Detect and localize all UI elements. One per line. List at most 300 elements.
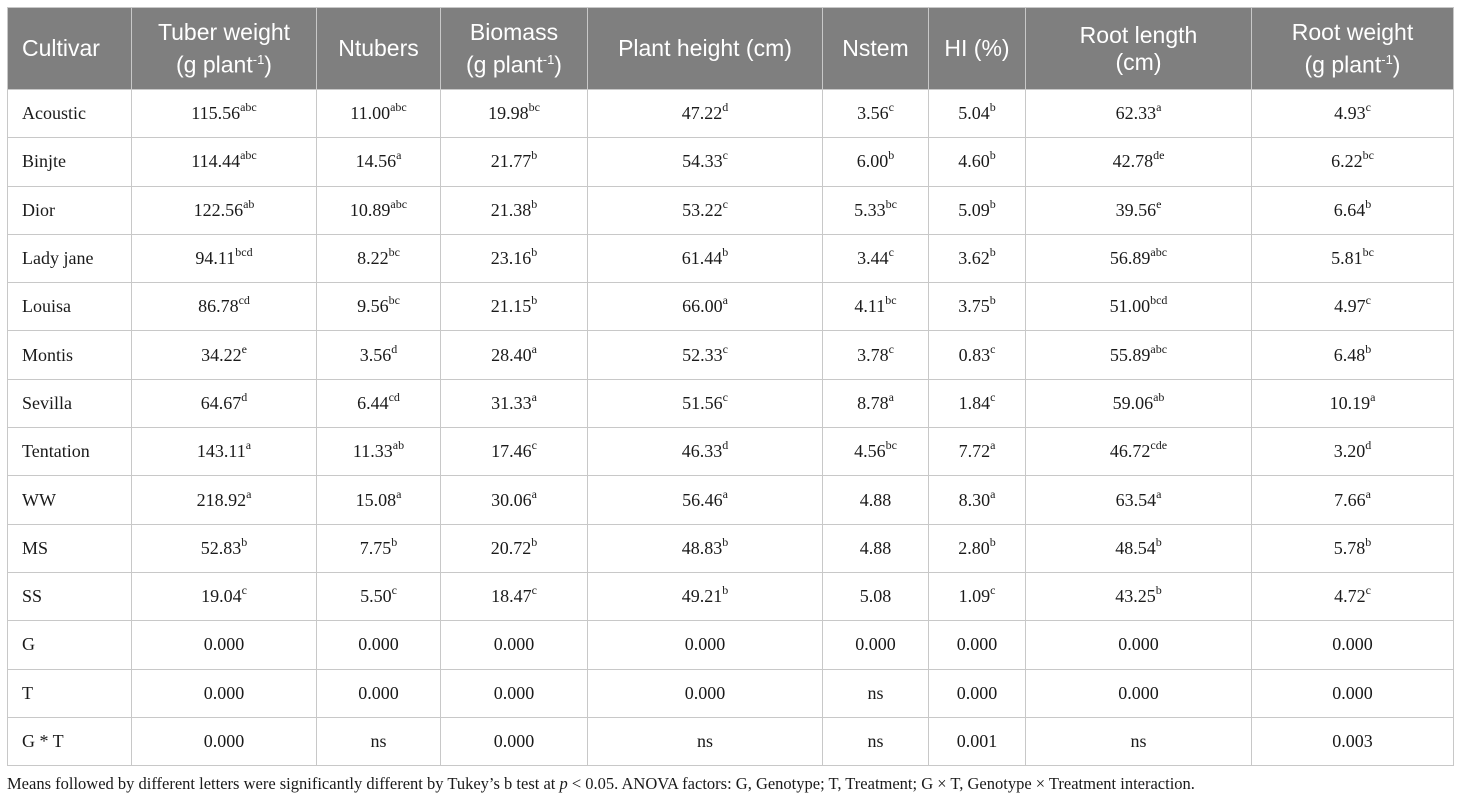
header-hi: HI (%) bbox=[929, 8, 1026, 90]
cell-root-weight-letters: d bbox=[1365, 438, 1372, 453]
cell-plant-height bbox=[588, 379, 823, 427]
cell-biomass-value: 17.46 bbox=[491, 441, 532, 462]
cell-tuber-weight-letters: e bbox=[241, 341, 247, 356]
cell-hi bbox=[929, 331, 1026, 379]
header-tuber-weight-unit: (g plant$^{-1}$) bbox=[176, 51, 272, 78]
cell-ntubers-value: 7.75 bbox=[359, 537, 392, 558]
cell-root-weight-value: 6.22 bbox=[1331, 151, 1363, 172]
table-header bbox=[8, 8, 1454, 90]
cell-root-weight bbox=[1252, 428, 1454, 476]
table-row bbox=[8, 476, 1454, 524]
cell-nstem-letters: b bbox=[888, 148, 895, 163]
cell-tuber-weight-value: 0.000 bbox=[203, 634, 245, 655]
cell-root-weight bbox=[1252, 379, 1454, 427]
cell-root-length bbox=[1026, 428, 1252, 476]
cell-tuber-weight-letters: d bbox=[241, 389, 248, 404]
cell-root-length-letters: abc bbox=[1150, 245, 1168, 260]
cell-plant-height bbox=[588, 90, 823, 138]
cell-ntubers bbox=[317, 669, 441, 717]
cell-biomass-value: 30.06 bbox=[491, 489, 532, 510]
cell-root-weight-letters: c bbox=[1365, 100, 1371, 115]
cell-ntubers-value: 0.000 bbox=[358, 634, 399, 655]
cell-hi-value: 0.83 bbox=[958, 344, 991, 365]
cell-biomass bbox=[441, 234, 588, 282]
cell-biomass bbox=[441, 572, 588, 620]
cell-biomass-letters: b bbox=[531, 245, 538, 260]
cell-root-length-value: ns bbox=[1130, 731, 1147, 751]
cell-root-weight-value: 4.97 bbox=[1334, 296, 1366, 317]
cell-plant-height bbox=[588, 186, 823, 234]
cell-nstem-letters: bc bbox=[885, 196, 897, 211]
cell-nstem bbox=[823, 572, 929, 620]
cell-hi-value: 3.62 bbox=[958, 248, 990, 269]
table-row bbox=[8, 524, 1454, 572]
cell-nstem bbox=[823, 476, 929, 524]
cell-biomass-letters: b bbox=[531, 534, 538, 549]
cell-nstem-value: 4.88 bbox=[859, 489, 892, 510]
cell-nstem bbox=[823, 331, 929, 379]
cell-root-length bbox=[1026, 186, 1252, 234]
cell-biomass-value: 0.000 bbox=[493, 682, 535, 703]
cell-nstem-letters: bc bbox=[885, 438, 897, 453]
cell-nstem-value: 3.44 bbox=[857, 248, 889, 269]
cell-biomass-value: 28.40 bbox=[491, 344, 532, 365]
cell-ntubers-letters: b bbox=[391, 534, 398, 549]
cell-plant-height-letters: a bbox=[722, 486, 728, 501]
cell-root-weight-letters: b bbox=[1365, 534, 1372, 549]
cell-ntubers-value: 9.56 bbox=[357, 296, 389, 317]
cell-hi bbox=[929, 186, 1026, 234]
cell-biomass-value: 20.72 bbox=[490, 537, 532, 558]
cell-root-weight-value: 0.000 bbox=[1332, 682, 1373, 703]
cell-root-length-letters: e bbox=[1156, 196, 1162, 211]
cell-root-weight-letters: c bbox=[1365, 293, 1371, 308]
cell-root-length-value: 59.06 bbox=[1112, 392, 1154, 413]
cell-hi-value: 2.80 bbox=[958, 537, 990, 558]
cell-hi-value: 3.75 bbox=[958, 296, 990, 317]
cell-tuber-weight-letters: cd bbox=[238, 293, 250, 308]
cell-biomass-letters: bc bbox=[528, 100, 540, 115]
cell-ntubers-value: 15.08 bbox=[355, 489, 397, 510]
cell-root-weight-letters: b bbox=[1365, 341, 1372, 356]
cell-tuber-weight bbox=[132, 186, 317, 234]
cell-nstem-letters: c bbox=[888, 100, 894, 115]
cell-ntubers bbox=[317, 379, 441, 427]
cell-ntubers-value: 10.89 bbox=[349, 199, 391, 220]
cell-tuber-weight-value: 0.000 bbox=[203, 682, 245, 703]
cell-hi bbox=[929, 524, 1026, 572]
cell-root-weight-letters: a bbox=[1370, 389, 1376, 404]
cell-root-weight-value: 0.003 bbox=[1332, 731, 1373, 751]
cell-biomass-value: 0.000 bbox=[493, 731, 535, 751]
cell-ntubers-letters: a bbox=[396, 486, 402, 501]
cell-hi-value: 0.000 bbox=[956, 682, 998, 703]
cell-root-weight-letters: bc bbox=[1362, 245, 1374, 260]
cell-cultivar: G bbox=[8, 621, 132, 669]
cell-root-weight bbox=[1252, 524, 1454, 572]
cell-hi bbox=[929, 138, 1026, 186]
header-plant-height: Plant height (cm) bbox=[588, 8, 823, 90]
cell-nstem-letters: c bbox=[888, 341, 894, 356]
cell-root-length-value: 51.00 bbox=[1109, 296, 1151, 317]
cell-biomass-letters: c bbox=[531, 583, 537, 598]
cell-ntubers bbox=[317, 283, 441, 331]
table-row bbox=[8, 186, 1454, 234]
cell-biomass-value: 19.98 bbox=[488, 103, 529, 124]
header-root-length bbox=[1026, 8, 1252, 90]
cell-plant-height-value: 47.22 bbox=[681, 103, 723, 124]
cell-tuber-weight-value: 64.67 bbox=[200, 392, 242, 413]
cell-cultivar: G * T bbox=[8, 717, 132, 765]
cell-tuber-weight-letters: bcd bbox=[235, 245, 253, 260]
cell-root-weight-letters: a bbox=[1365, 486, 1371, 501]
cell-root-weight bbox=[1252, 234, 1454, 282]
cell-plant-height-letters: c bbox=[722, 389, 728, 404]
cell-root-length-value: 55.89 bbox=[1109, 344, 1151, 365]
header-tuber-weight bbox=[132, 8, 317, 90]
header-root-weight-label: Root weight bbox=[1291, 18, 1414, 45]
cell-hi-value: 8.30 bbox=[958, 489, 991, 510]
cell-nstem-value: 5.08 bbox=[859, 586, 892, 607]
cell-hi bbox=[929, 90, 1026, 138]
cell-root-length-value: 42.78 bbox=[1112, 151, 1154, 172]
cell-hi-letters: a bbox=[990, 438, 996, 453]
cell-tuber-weight-value: 0.000 bbox=[203, 731, 245, 751]
cell-nstem-value: 3.78 bbox=[857, 344, 889, 365]
table-row bbox=[8, 621, 1454, 669]
cell-root-length-letters: b bbox=[1155, 534, 1162, 549]
cell-root-length bbox=[1026, 234, 1252, 282]
cell-root-weight-value: 5.78 bbox=[1333, 537, 1366, 558]
cell-tuber-weight bbox=[132, 476, 317, 524]
cell-tuber-weight bbox=[132, 90, 317, 138]
cell-root-weight-value: 4.72 bbox=[1334, 586, 1366, 607]
cell-cultivar: T bbox=[8, 669, 132, 717]
cell-root-length-letters: bcd bbox=[1150, 293, 1168, 308]
cell-root-weight-value: 5.81 bbox=[1331, 248, 1363, 269]
cell-nstem-value: 6.00 bbox=[856, 151, 889, 172]
cell-plant-height-letters: a bbox=[722, 293, 728, 308]
cell-nstem bbox=[823, 234, 929, 282]
cell-plant-height bbox=[588, 138, 823, 186]
cell-hi bbox=[929, 572, 1026, 620]
cell-biomass-letters: a bbox=[531, 389, 537, 404]
cell-root-length-value: 48.54 bbox=[1115, 537, 1156, 558]
cell-root-length bbox=[1026, 572, 1252, 620]
cell-root-weight-value: 6.48 bbox=[1333, 344, 1366, 365]
cell-nstem bbox=[823, 717, 929, 765]
cell-ntubers-value: 8.22 bbox=[357, 248, 389, 269]
table-body bbox=[8, 90, 1454, 766]
cell-nstem bbox=[823, 669, 929, 717]
cell-plant-height-value: 48.83 bbox=[681, 537, 723, 558]
cell-plant-height-value: 46.33 bbox=[681, 441, 723, 462]
cell-ntubers-letters: d bbox=[391, 341, 398, 356]
cell-hi bbox=[929, 428, 1026, 476]
cell-ntubers-letters: ab bbox=[392, 438, 405, 453]
cell-root-weight bbox=[1252, 669, 1454, 717]
cell-root-length bbox=[1026, 717, 1252, 765]
cell-biomass-letters: a bbox=[531, 341, 537, 356]
cell-biomass-letters: b bbox=[531, 293, 538, 308]
cell-ntubers bbox=[317, 428, 441, 476]
cell-biomass bbox=[441, 428, 588, 476]
cell-nstem bbox=[823, 621, 929, 669]
cell-cultivar: Montis bbox=[8, 331, 132, 379]
cell-nstem bbox=[823, 283, 929, 331]
cell-cultivar: WW bbox=[8, 476, 132, 524]
cell-root-weight bbox=[1252, 572, 1454, 620]
cell-ntubers bbox=[317, 524, 441, 572]
cell-plant-height bbox=[588, 234, 823, 282]
cell-root-length-letters: abc bbox=[1150, 341, 1168, 356]
cell-tuber-weight-value: 86.78 bbox=[198, 296, 239, 317]
cell-root-length bbox=[1026, 283, 1252, 331]
cell-ntubers-value: 0.000 bbox=[358, 682, 399, 703]
cell-root-weight bbox=[1252, 186, 1454, 234]
cell-tuber-weight bbox=[132, 234, 317, 282]
cell-hi-value: 1.84 bbox=[958, 392, 991, 413]
cell-plant-height-value: 0.000 bbox=[684, 634, 726, 655]
cell-root-length-letters: a bbox=[1156, 486, 1162, 501]
cell-tuber-weight-value: 19.04 bbox=[201, 586, 242, 607]
cell-biomass bbox=[441, 186, 588, 234]
cell-plant-height-value: 66.00 bbox=[682, 296, 723, 317]
cell-root-length-value: 56.89 bbox=[1109, 248, 1151, 269]
cell-biomass bbox=[441, 476, 588, 524]
cell-ntubers bbox=[317, 138, 441, 186]
cell-nstem-value: 4.11 bbox=[854, 296, 886, 317]
cell-plant-height-letters: b bbox=[722, 245, 729, 260]
cell-plant-height bbox=[588, 476, 823, 524]
cell-ntubers-letters: a bbox=[396, 148, 402, 163]
cell-root-length-letters: cde bbox=[1150, 438, 1168, 453]
cell-ntubers bbox=[317, 717, 441, 765]
cell-nstem-value: 3.56 bbox=[857, 103, 889, 124]
cell-root-length-letters: ab bbox=[1153, 389, 1165, 404]
cell-plant-height bbox=[588, 572, 823, 620]
cell-tuber-weight-value: 218.92 bbox=[196, 489, 247, 510]
cell-tuber-weight-value: 34.22 bbox=[201, 344, 242, 365]
cell-biomass bbox=[441, 717, 588, 765]
table-row bbox=[8, 669, 1454, 717]
cell-tuber-weight-letters: ab bbox=[243, 196, 255, 211]
cell-root-weight-letters: c bbox=[1365, 583, 1371, 598]
cell-root-weight bbox=[1252, 331, 1454, 379]
cell-plant-height bbox=[588, 283, 823, 331]
cell-plant-height-value: 51.56 bbox=[682, 392, 723, 413]
cell-hi-letters: b bbox=[989, 148, 996, 163]
cell-ntubers-value: 14.56 bbox=[355, 151, 397, 172]
cell-biomass bbox=[441, 379, 588, 427]
cell-plant-height bbox=[588, 669, 823, 717]
cell-root-length bbox=[1026, 138, 1252, 186]
cell-plant-height-value: 61.44 bbox=[681, 248, 723, 269]
cell-nstem bbox=[823, 138, 929, 186]
table-row bbox=[8, 717, 1454, 765]
cell-root-weight-letters: b bbox=[1365, 196, 1372, 211]
cell-tuber-weight-letters: abc bbox=[240, 148, 257, 163]
results-table-container bbox=[7, 7, 1453, 766]
cell-plant-height-value: ns bbox=[696, 731, 713, 751]
header-root-weight bbox=[1252, 8, 1454, 90]
cell-cultivar: Tentation bbox=[8, 428, 132, 476]
cell-nstem-letters: bc bbox=[885, 293, 897, 308]
cell-plant-height-letters: c bbox=[722, 196, 728, 211]
cell-biomass-value: 21.77 bbox=[490, 151, 532, 172]
cell-hi-value: 0.001 bbox=[956, 731, 998, 751]
header-tuber-weight-label: Tuber weight bbox=[157, 18, 291, 45]
cell-hi bbox=[929, 476, 1026, 524]
cell-root-length bbox=[1026, 379, 1252, 427]
cell-root-length-letters: a bbox=[1156, 100, 1162, 115]
cell-hi-value: 4.60 bbox=[958, 151, 990, 172]
cell-hi bbox=[929, 283, 1026, 331]
cell-tuber-weight-letters: b bbox=[241, 534, 248, 549]
cell-root-weight bbox=[1252, 621, 1454, 669]
cell-ntubers-value: 3.56 bbox=[359, 344, 392, 365]
cell-tuber-weight-letters: a bbox=[246, 486, 252, 501]
cell-root-weight-value: 10.19 bbox=[1329, 392, 1371, 413]
cell-hi-value: 5.09 bbox=[958, 199, 990, 220]
cell-hi bbox=[929, 621, 1026, 669]
cell-plant-height bbox=[588, 428, 823, 476]
cell-root-weight-value: 6.64 bbox=[1333, 199, 1366, 220]
cell-biomass bbox=[441, 90, 588, 138]
cell-tuber-weight bbox=[132, 331, 317, 379]
cell-root-weight bbox=[1252, 138, 1454, 186]
results-table bbox=[7, 7, 1454, 766]
cell-root-length bbox=[1026, 476, 1252, 524]
header-root-length-label: Root length bbox=[1079, 21, 1198, 48]
cell-tuber-weight-value: 143.11 bbox=[196, 441, 246, 462]
cell-root-length-value: 62.33 bbox=[1115, 103, 1157, 124]
cell-plant-height-letters: c bbox=[722, 148, 728, 163]
cell-root-length bbox=[1026, 331, 1252, 379]
cell-tuber-weight-value: 94.11 bbox=[195, 248, 236, 269]
cell-nstem bbox=[823, 524, 929, 572]
cell-hi bbox=[929, 234, 1026, 282]
cell-root-weight-value: 4.93 bbox=[1334, 103, 1366, 124]
cell-hi-value: 0.000 bbox=[956, 634, 998, 655]
cell-tuber-weight bbox=[132, 621, 317, 669]
cell-cultivar: Louisa bbox=[8, 283, 132, 331]
cell-plant-height-letters: d bbox=[722, 438, 729, 453]
cell-plant-height-value: 53.22 bbox=[682, 199, 723, 220]
cell-hi-value: 5.04 bbox=[958, 103, 990, 124]
cell-biomass bbox=[441, 524, 588, 572]
cell-ntubers-letters: bc bbox=[388, 293, 400, 308]
cell-nstem-value: 0.000 bbox=[855, 634, 896, 655]
cell-hi bbox=[929, 669, 1026, 717]
cell-ntubers bbox=[317, 90, 441, 138]
cell-tuber-weight bbox=[132, 669, 317, 717]
cell-root-weight bbox=[1252, 90, 1454, 138]
header-nstem: Nstem bbox=[823, 8, 929, 90]
cell-nstem-value: 8.78 bbox=[857, 392, 889, 413]
cell-root-length bbox=[1026, 621, 1252, 669]
cell-biomass-letters: b bbox=[531, 148, 538, 163]
cell-nstem bbox=[823, 186, 929, 234]
cell-ntubers-value: ns bbox=[370, 731, 387, 751]
cell-root-length bbox=[1026, 90, 1252, 138]
cell-plant-height-value: 54.33 bbox=[682, 151, 723, 172]
cell-root-length-value: 63.54 bbox=[1115, 489, 1157, 510]
cell-ntubers bbox=[317, 234, 441, 282]
cell-plant-height-value: 56.46 bbox=[682, 489, 723, 510]
cell-biomass-letters: c bbox=[531, 438, 537, 453]
cell-hi-letters: b bbox=[989, 196, 996, 211]
header-root-length-unit: (cm) bbox=[1115, 48, 1162, 75]
cell-ntubers-letters: bc bbox=[388, 245, 400, 260]
cell-cultivar: Sevilla bbox=[8, 379, 132, 427]
cell-tuber-weight-letters: a bbox=[245, 438, 252, 453]
header-biomass bbox=[441, 8, 588, 90]
cell-root-length-letters: b bbox=[1155, 583, 1162, 598]
cell-root-weight-value: 7.66 bbox=[1334, 489, 1366, 510]
cell-hi-letters: c bbox=[990, 341, 996, 356]
cell-hi-value: 7.72 bbox=[958, 441, 991, 462]
cell-nstem bbox=[823, 379, 929, 427]
cell-root-length bbox=[1026, 669, 1252, 717]
header-biomass-label: Biomass bbox=[469, 18, 559, 45]
cell-plant-height-letters: b bbox=[722, 583, 729, 598]
cell-root-length-value: 0.000 bbox=[1118, 682, 1159, 703]
cell-cultivar: Acoustic bbox=[8, 90, 132, 138]
cell-biomass-value: 21.38 bbox=[490, 199, 532, 220]
cell-hi-letters: b bbox=[989, 100, 996, 115]
cell-ntubers-value: 11.33 bbox=[352, 441, 393, 462]
cell-root-length-letters: de bbox=[1153, 148, 1165, 163]
cell-plant-height-value: 49.21 bbox=[681, 586, 723, 607]
cell-tuber-weight-letters: c bbox=[241, 583, 247, 598]
cell-hi-letters: b bbox=[989, 245, 996, 260]
header-root-weight-unit: (g plant$^{-1}$) bbox=[1304, 51, 1401, 78]
cell-plant-height bbox=[588, 524, 823, 572]
cell-nstem-letters: a bbox=[888, 389, 894, 404]
cell-cultivar: MS bbox=[8, 524, 132, 572]
cell-root-weight-value: 3.20 bbox=[1333, 441, 1366, 462]
cell-biomass bbox=[441, 669, 588, 717]
cell-hi-letters: c bbox=[990, 389, 996, 404]
cell-tuber-weight bbox=[132, 572, 317, 620]
table-row bbox=[8, 283, 1454, 331]
cell-nstem-value: ns bbox=[867, 731, 884, 751]
cell-hi-letters: c bbox=[990, 583, 996, 598]
cell-cultivar: Lady jane bbox=[8, 234, 132, 282]
cell-root-weight-letters: bc bbox=[1362, 148, 1374, 163]
cell-biomass-value: 23.16 bbox=[490, 248, 532, 269]
cell-tuber-weight bbox=[132, 524, 317, 572]
table-row bbox=[8, 428, 1454, 476]
cell-ntubers bbox=[317, 186, 441, 234]
cell-plant-height-value: 52.33 bbox=[682, 344, 723, 365]
cell-biomass bbox=[441, 331, 588, 379]
cell-root-weight bbox=[1252, 283, 1454, 331]
cell-ntubers bbox=[317, 621, 441, 669]
cell-tuber-weight-letters: abc bbox=[240, 100, 257, 115]
cell-tuber-weight bbox=[132, 379, 317, 427]
cell-ntubers-letters: c bbox=[391, 583, 397, 598]
cell-root-length-value: 43.25 bbox=[1115, 586, 1156, 607]
cell-plant-height-letters: d bbox=[722, 100, 729, 115]
table-row bbox=[8, 331, 1454, 379]
cell-ntubers bbox=[317, 572, 441, 620]
cell-tuber-weight-value: 114.44 bbox=[191, 151, 241, 172]
cell-ntubers-letters: abc bbox=[390, 196, 408, 211]
cell-biomass bbox=[441, 283, 588, 331]
cell-cultivar: Dior bbox=[8, 186, 132, 234]
